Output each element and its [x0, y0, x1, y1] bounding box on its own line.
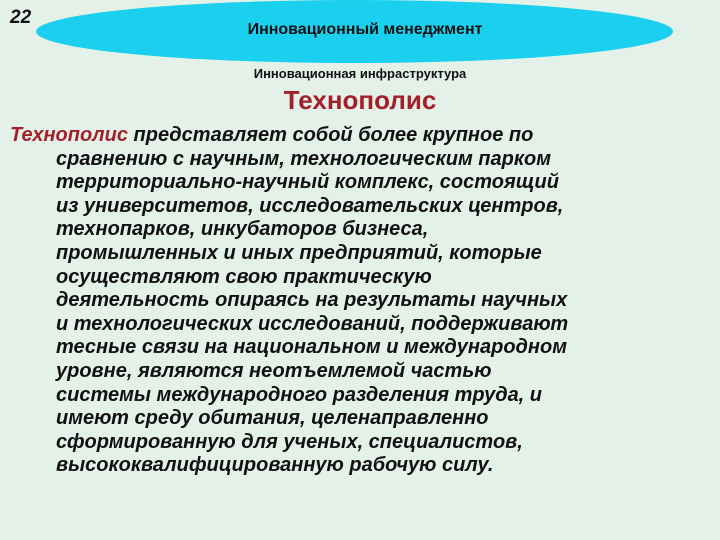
topic-title: Технополис: [283, 85, 437, 115]
paragraph-line: системы международного разделения труда, и: [56, 383, 543, 406]
section-subtitle: Инновационная инфраструктура: [253, 66, 467, 81]
paragraph-line: тесные связи на национальном и международном: [56, 336, 568, 359]
defined-term: Технополис: [10, 124, 128, 146]
paragraph-line-first: [10, 124, 710, 148]
paragraph-line: из университетов, исследовательских центров,: [56, 194, 564, 217]
slide-number: 22: [10, 7, 32, 28]
paragraph-line: уровне, являются неотъемлемой частью: [56, 359, 492, 382]
paragraph-line: промышленных и иных предприятий, которые: [56, 241, 542, 264]
header-title: Инновационный менеджмент: [247, 21, 483, 38]
paragraph-line: территориально-научный комплекс, состоящий: [56, 171, 559, 194]
paragraph-line: имеют среду обитания, целенаправленно: [56, 407, 489, 430]
paragraph-line: осуществляют свою практическую: [56, 265, 432, 288]
first-line-text: представляет собой более крупное по: [127, 124, 534, 146]
paragraph-line: деятельность опираясь на результаты научных: [56, 289, 568, 312]
paragraph-line: сравнению с научным, технологическим парком: [56, 147, 552, 170]
paragraph-line: сформированную для ученых, специалистов,: [56, 430, 523, 453]
paragraph-line: и технологических исследований, поддерживают: [56, 312, 569, 335]
definition-paragraph: [10, 124, 710, 478]
paragraph-line: технопарков, инкубаторов бизнеса,: [56, 218, 429, 241]
paragraph-line: высококвалифицированную рабочую силу.: [56, 454, 494, 477]
